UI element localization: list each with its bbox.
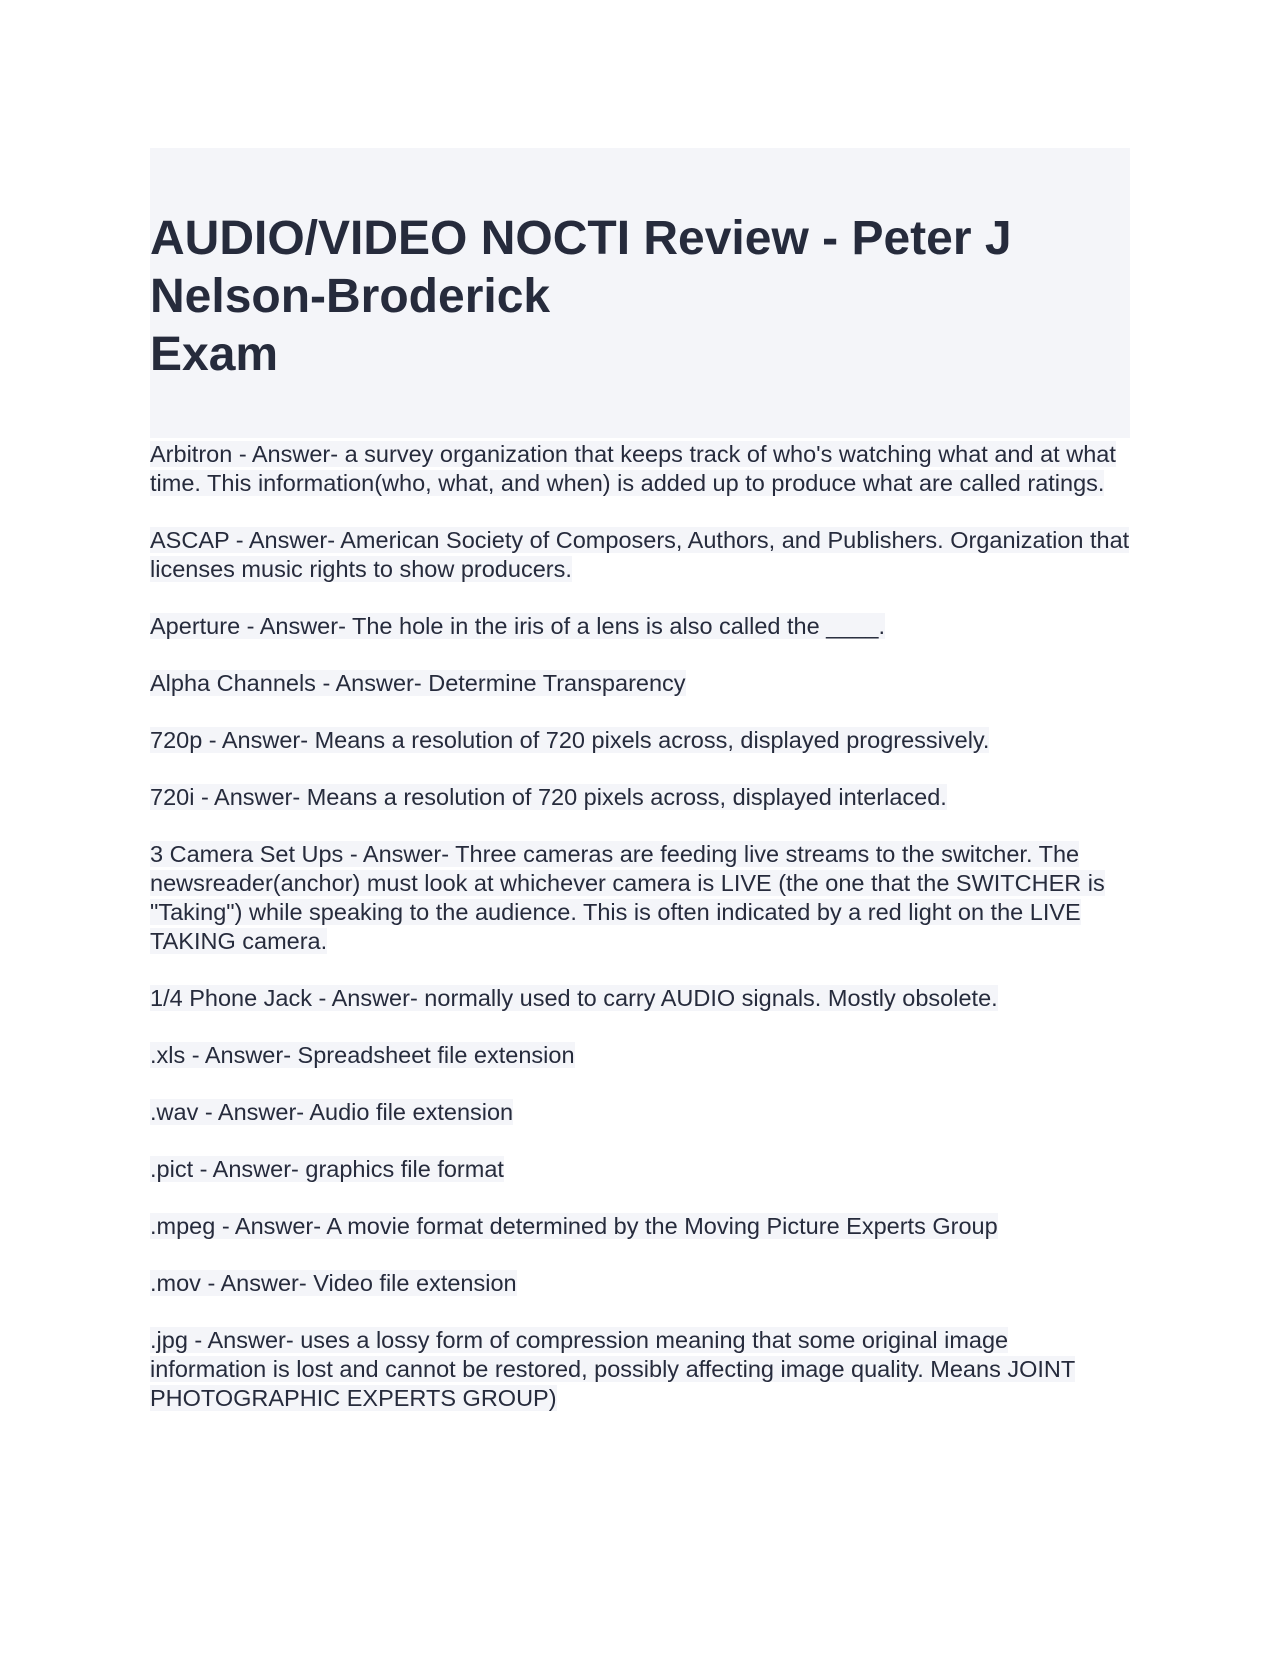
- entry-720i: 720i - Answer- Means a resolution of 720 pixels across, displayed interlaced.: [150, 784, 947, 810]
- title-line: Exam: [150, 328, 279, 381]
- entry-mov: .mov - Answer- Video file extension: [150, 1270, 517, 1296]
- page-title: [150, 210, 1130, 384]
- entry-ascap: ASCAP - Answer- American Society of Composers, Authors, and Publishers. Organization that licenses music rights to show producers.: [150, 527, 1130, 582]
- entry-jpg: .jpg - Answer- uses a lossy form of compression meaning that some original image information is lost and cannot be restored, possibly affecting image quality. Means JOINT PHOTOGRAPHIC EXPERTS GROUP): [150, 1327, 1076, 1411]
- entry-list: [150, 440, 1130, 1413]
- entry-alpha-channels: Alpha Channels - Answer- Determine Transparency: [150, 670, 686, 696]
- title-block: [150, 148, 1130, 438]
- entry-3-camera-set-ups: 3 Camera Set Ups - Answer- Three cameras are feeding live streams to the switcher. The newsreader(anchor) must look at whichever camera is LIVE (the one that the SWITCHER is "Taking") while speaking to the audience. This is often indicated by a red light on the LIVE TAKING camera.: [150, 841, 1105, 954]
- entry-arbitron: Arbitron - Answer- a survey organization that keeps track of who's watching what and at what time. This information(who, what, and when) is added up to produce what are called ratings.: [150, 441, 1116, 496]
- title-line: Nelson-Broderick: [150, 270, 551, 323]
- entry-xls: .xls - Answer- Spreadsheet file extension: [150, 1042, 575, 1068]
- entry-aperture: Aperture - Answer- The hole in the iris of a lens is also called the ____.: [150, 613, 885, 639]
- entry-mpeg: .mpeg - Answer- A movie format determined by the Moving Picture Experts Group: [150, 1213, 998, 1239]
- entry-720p: 720p - Answer- Means a resolution of 720 pixels across, displayed progressively.: [150, 727, 990, 753]
- entry-phone-jack: 1/4 Phone Jack - Answer- normally used to carry AUDIO signals. Mostly obsolete.: [150, 985, 998, 1011]
- document-page: [150, 148, 1130, 1441]
- title-line: AUDIO/VIDEO NOCTI Review - Peter J: [150, 212, 1012, 265]
- entry-pict: .pict - Answer- graphics file format: [150, 1156, 504, 1182]
- entry-wav: .wav - Answer- Audio file extension: [150, 1099, 514, 1125]
